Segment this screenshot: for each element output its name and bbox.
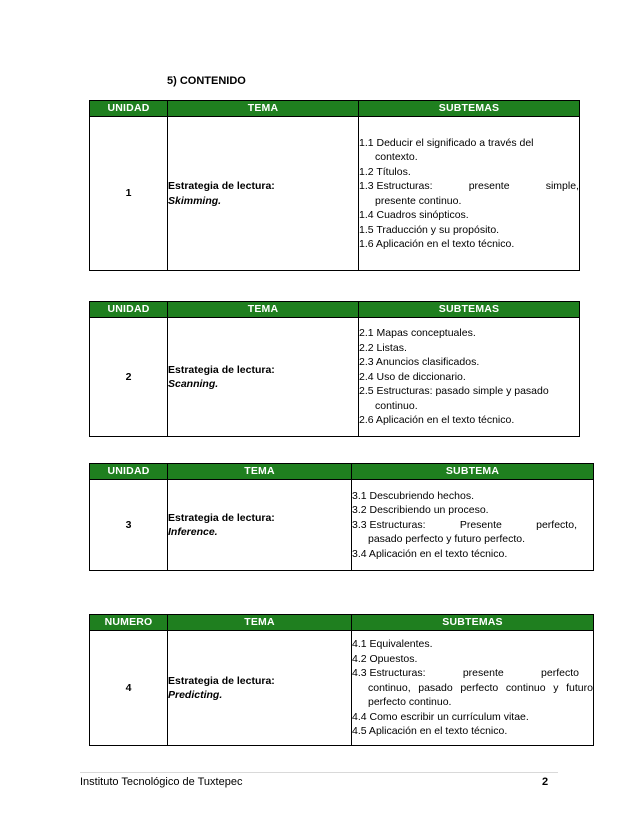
table-header-row <box>90 464 594 480</box>
subtema-item: 4.5 Aplicación en el texto técnico. <box>352 725 508 738</box>
footer-institution: Instituto Tecnológico de Tuxtepec <box>80 776 243 788</box>
header-unidad: UNIDAD <box>90 302 168 318</box>
subtemas-cell <box>352 480 594 571</box>
subtema-item <box>352 666 593 681</box>
unit-table-3 <box>89 463 594 571</box>
subtema-item: 2.6 Aplicación en el texto técnico. <box>359 414 515 427</box>
unit-table-1 <box>89 100 580 271</box>
subtema-item <box>352 518 577 533</box>
table-row <box>90 318 580 437</box>
subtema-item: presente continuo. <box>375 194 462 207</box>
header-subtemas: SUBTEMAS <box>359 302 580 318</box>
header-numero: NUMERO <box>90 615 168 631</box>
tema-label: Estrategia de lectura: <box>168 511 275 524</box>
subtema-item: 1.6 Aplicación en el texto técnico. <box>359 238 515 250</box>
subtema-word: simple, <box>545 180 579 192</box>
header-unidad: UNIDAD <box>90 101 168 117</box>
subtema-word: 3.3 Estructuras: <box>352 518 426 531</box>
tema-topic: Predicting. <box>168 689 223 701</box>
subtemas-cell <box>352 631 594 746</box>
subtema-word: continuo <box>505 681 546 694</box>
tema-label: Estrategia de lectura: <box>168 674 275 687</box>
header-subtemas: SUBTEMAS <box>352 615 594 631</box>
subtema-item: 3.2 Describiendo un proceso. <box>352 504 489 517</box>
subtema-item: 2.1 Mapas conceptuales. <box>359 327 476 340</box>
subtema-word: presente <box>468 180 510 192</box>
subtema-item: 4.4 Como escribir un currículum vitae. <box>352 710 529 723</box>
subtema-item: pasado perfecto y futuro perfecto. <box>368 533 526 546</box>
footer-divider <box>80 772 558 773</box>
subtema-item: 1.4 Cuadros sinópticos. <box>359 209 469 221</box>
subtema-item: 2.3 Anuncios clasificados. <box>359 356 480 369</box>
page-number: 2 <box>542 776 549 788</box>
subtema-item: continuo. <box>375 399 418 412</box>
subtema-word: 4.3 Estructuras: <box>352 667 426 680</box>
table-header-row <box>90 615 594 631</box>
subtema-item: perfecto continuo. <box>368 696 452 709</box>
table-header-row <box>90 101 580 117</box>
subtema-word: presente <box>462 667 504 680</box>
subtema-word: Presente <box>459 518 502 531</box>
header-subtemas: SUBTEMAS <box>359 101 580 117</box>
tema-cell <box>168 480 352 571</box>
subtema-word: continuo, <box>368 681 411 694</box>
subtema-item: 3.4 Aplicación en el texto técnico. <box>352 547 508 560</box>
header-tema: TEMA <box>168 302 359 318</box>
section-title: 5) CONTENIDO <box>167 75 246 87</box>
unit-table-4 <box>89 614 594 746</box>
header-tema: TEMA <box>168 464 352 480</box>
subtema-word: pasado <box>418 681 453 694</box>
subtema-item: 2.2 Listas. <box>359 341 407 354</box>
subtema-item: contexto. <box>375 151 418 163</box>
tema-label: Estrategia de lectura: <box>168 363 275 376</box>
unit-number: 2 <box>90 318 168 437</box>
subtema-word: 1.3 Estructuras: <box>359 180 433 192</box>
subtemas-cell <box>359 117 580 271</box>
tema-label: Estrategia de lectura: <box>168 180 275 192</box>
tema-cell <box>168 117 359 271</box>
subtema-item: 1.5 Traducción y su propósito. <box>359 223 500 236</box>
unit-number: 1 <box>90 117 168 271</box>
subtema-word: perfecto, <box>536 518 577 531</box>
table-row <box>90 480 594 571</box>
subtema-item: 3.1 Descubriendo hechos. <box>352 489 474 502</box>
tema-cell <box>168 318 359 437</box>
header-tema: TEMA <box>168 615 352 631</box>
subtema-word: perfecto <box>541 667 579 680</box>
unit-number: 3 <box>90 480 168 571</box>
table-row <box>90 631 594 746</box>
subtema-item: 1.1 Deducir el significado a través del <box>359 136 534 149</box>
subtema-item: 4.1 Equivalentes. <box>352 638 433 651</box>
subtema-item <box>352 681 593 696</box>
tema-topic: Inference. <box>168 526 218 538</box>
subtema-item <box>359 179 579 194</box>
tema-topic: Skimming. <box>168 194 222 207</box>
subtema-item: 4.2 Opuestos. <box>352 652 418 665</box>
unit-number: 4 <box>90 631 168 746</box>
table-header-row <box>90 302 580 318</box>
header-tema: TEMA <box>168 101 359 117</box>
subtema-word: y <box>553 681 559 694</box>
subtema-item: 1.2 Títulos. <box>359 165 411 178</box>
subtema-word: perfecto <box>460 681 499 694</box>
subtema-item: 2.4 Uso de diccionario. <box>359 370 466 383</box>
unit-table-2 <box>89 301 580 437</box>
subtema-word: futuro <box>566 681 593 694</box>
table-row <box>90 117 580 271</box>
header-subtema: SUBTEMA <box>352 464 594 480</box>
subtema-item: 2.5 Estructuras: pasado simple y pasado <box>359 385 549 398</box>
tema-topic: Scanning. <box>168 378 219 390</box>
subtemas-cell <box>359 318 580 437</box>
tema-cell <box>168 631 352 746</box>
header-unidad: UNIDAD <box>90 464 168 480</box>
